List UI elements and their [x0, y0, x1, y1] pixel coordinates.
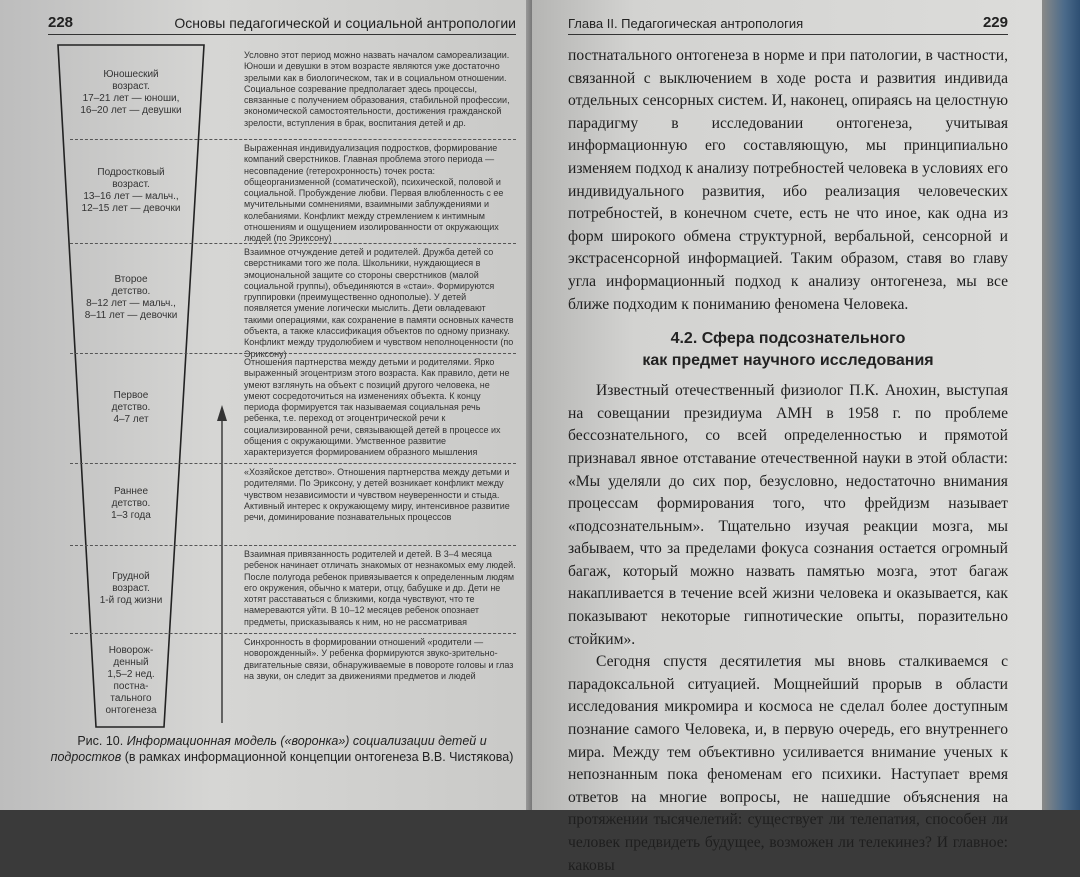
stage-label-line: Подростковый	[97, 167, 165, 178]
stage-label	[56, 274, 206, 322]
right-page-number: 229	[982, 14, 1008, 31]
stage-label-line: денный	[113, 657, 149, 668]
stage-label-line: Второе	[114, 274, 148, 285]
stage-label-line: Юношеский	[103, 69, 159, 80]
left-page	[0, 0, 536, 810]
left-page-number: 228	[48, 14, 74, 31]
stage-label-line: детство.	[111, 286, 151, 297]
stage-label-line: 1-й год жизни	[99, 595, 163, 606]
stage-label-line: 12–15 лет — девочки	[81, 203, 181, 214]
stage-label	[56, 486, 206, 522]
funnel-outline	[56, 43, 206, 729]
stage-label	[56, 69, 206, 117]
stage-description: Выраженная индивидуализация подростков, формирование компаний сверстников. Главная проблема этого периода — несовпадение (гетерохронность) точек роста: общеорганизменной (соматической), психической, половой и социальной. Пробуждение любви. Первая влюбленность с ее мучительными сомнениями, взаимными заблуждениями и колебаниями. Конфликт между стремлением к интимным отношениям и ощущением изолированности от окружающих людей (по Эриксону)	[244, 139, 516, 243]
stage-label-line: онтогенеза	[105, 705, 157, 716]
stage-label-line: Грудной	[112, 571, 150, 582]
caption-normal: (в рамках информационной концепции онтогенеза В.В. Чистякова)	[124, 750, 514, 764]
stage-description: «Хозяйское детство». Отношения партнерства между детьми и родителями. По Эриксону, у детей возникает конфликт между чувством независимости и чувством неуверенности и стыда. Активный интерес к окружающему миру, интенсивное развитие речи, доминирование познавательных процессов	[244, 463, 516, 545]
stage-label-line: Раннее	[113, 486, 149, 497]
row-divider	[70, 243, 516, 244]
book-edge	[1042, 0, 1080, 810]
stage-label	[56, 390, 206, 426]
development-arrow	[216, 405, 228, 725]
stage-description: Взаимное отчуждение детей и родителей. Дружба детей со сверстниками того же пола. Школьники, нуждающиеся в эмоциональной защите со стороны сверстников (малой социальной группы), объединяются в «стаи». Формируются группировки (преимущественно однополые). У детей появляется умение логически мыслить. Дети овладевают такими операциями, как сохранение в памяти основных качеств объекта, а также классификация объектов по одному признаку. Конфликт между трудолюбием и чувством неполноценности (по Эриксону)	[244, 243, 516, 353]
row-divider	[70, 139, 516, 140]
section-heading-line-1: 4.2. Сфера подсознательного	[670, 330, 906, 348]
stage-label-line: 1,5–2 нед.	[107, 669, 155, 680]
stage-label-line: 1–3 года	[111, 510, 151, 521]
stage-description: Взаимная привязанность родителей и детей. В 3–4 месяца ребенок начинает отличать знакомых от незнакомых ему людей. После полугода ребенок привязывается к определенным людям его окружения, обычно к матери, отцу, бабушке и др. Дети не хотят расставаться с близкими, когда чувствуют, что те намереваются уйти. В 10–12 месяцев ребенок опознает предметы, присказываясь к ним, но не рассматривая	[244, 545, 516, 633]
stage-label-line: детство.	[111, 402, 151, 413]
caption-prefix: Рис. 10.	[77, 734, 124, 748]
row-divider	[70, 545, 516, 546]
stage-label-line: Первое	[113, 390, 149, 401]
row-divider	[70, 353, 516, 354]
funnel-figure	[48, 43, 516, 764]
stage-label-line: возраст.	[112, 81, 150, 92]
left-running-head-title: Основы педагогической и социальной антропологии	[174, 15, 516, 31]
figure-caption	[48, 733, 516, 765]
right-running-head	[568, 14, 1008, 35]
stage-label-line: 16–20 лет — девушки	[80, 105, 182, 116]
stage-description: Условно этот период можно назвать началом самореализации. Юноши и девушки в этом возрасте являются уже достаточно зрелыми как в биологическом, так и в социальном отношении. Социальное созревание предполагает здесь процессы, связанные с получением образования, стабильной профессии, экономической самостоятельности, достижения гражданской зрелости, вступления в брак, воспитания детей и др.	[244, 50, 510, 128]
section-heading	[568, 328, 1008, 372]
stage-label-line: возраст.	[112, 583, 150, 594]
left-running-head	[48, 14, 516, 35]
stage-description: Отношения партнерства между детьми и родителями. Ярко выраженный эгоцентризм этого возраста. Как правило, дети не умеют взглянуть на объект с позиций другого человека, не умеют сосредоточиться на изменениях объекта. К концу периода формируется так называемая социальная речь ребенка, т.е. переход от эгоцентрической речи к социализированной речи, связывающей детей в процессе их общения с окружающими. Умственное развитие характеризуется формированием образного мышления	[244, 353, 516, 463]
stage-label-line: 8–11 лет — девочки	[84, 310, 178, 321]
row-divider	[70, 463, 516, 464]
caption-italic: Информационная модель («воронка») социализации детей и подростков	[50, 734, 487, 764]
right-body	[568, 45, 1008, 877]
stage-label	[56, 571, 206, 607]
stage-label-line: детство.	[111, 498, 151, 509]
stage-label-line: 17–21 лет — юноши,	[82, 93, 180, 104]
stage-label-line: 8–12 лет — мальч.,	[86, 298, 176, 309]
right-running-head-title: Глава II. Педагогическая антропология	[568, 16, 804, 31]
paragraph-2: Известный отечественный физиолог П.К. Анохин, выступая на совещании президиума АМН в 1958 г. по проблеме бессознательного, со всей определенностью и прямотой признавал явное отставание отечественной науки в этой области: «Мы уделяли до сих пор, безусловно, недостаточно внимания процессам формирования того, что фрейдизм называет «подсознательным». Тщательно изучая реакции мозга, мы забываем, что за пределами фокуса сознания остается огромный багаж, который можно назвать памятью мозга, этот багаж накапливается в течение всей жизни человека и оказывается, как показывают некоторые гипнотические опыты, поразительно стойким».	[568, 382, 1008, 648]
stage-label	[56, 645, 206, 717]
stage-description: Синхронность в формировании отношений «родители — новорожденный». У ребенка формируются звуко-зрительно-двигательные связи, обнаруживаемые в повороте головы и глаз на звуки, он следит за движениями предметов и людей	[244, 633, 516, 729]
paragraph-1: постнатального онтогенеза в норме и при патологии, в частности, связанной с выключением в ходе роста и развития индивида отдельных сенсорных систем. И, наконец, опираясь на целостную парадигму в исследовании онтогенеза, учитывая информационную его составляющую, мы принципиально изменяем подход к анализу потребностей человека в условиях его индивидуального развития, ибо реализация человеческих потребностей, в конечном счете, есть не что иное, как одна из форм широкого обмена структурной, вербальной, сенсорной и экстрасенсорной информацией. Таким образом, ставя во главу угла информационный подход к анализу онтогенеза, мы все ближе подходим к пониманию феномена Человека.	[568, 47, 1009, 313]
stage-label-line: Новорож-	[108, 645, 154, 656]
stage-label-line: 4–7 лет	[113, 414, 149, 425]
right-page	[532, 0, 1042, 874]
stage-label	[56, 167, 206, 215]
paragraph-3: Сегодня спустя десятилетия мы вновь сталкиваемся с парадоксальной ситуацией. Мощнейший прорыв в области исследования микромира и космоса не сделал более доступным познание самого Человека, и, в первую очередь, его внутреннего мира. Между тем объективно усиливается внимание ученых к непознанным пока феноменам его психики. Наступает время ответов на многие вопросы, не нашедшие объяснения на протяжении тысячелетий: существует ли телепатия, способен ли человек предвидеть будущее, возможен ли телекинез? И главное: каковы	[568, 653, 1008, 874]
section-heading-line-2: как предмет научного исследования	[642, 352, 934, 370]
row-divider	[70, 633, 516, 634]
stage-label-line: 13–16 лет — мальч.,	[83, 191, 179, 202]
stage-label-line: возраст.	[112, 179, 150, 190]
stage-label-line: постна-	[113, 681, 149, 692]
stage-label-line: тального	[110, 693, 152, 704]
